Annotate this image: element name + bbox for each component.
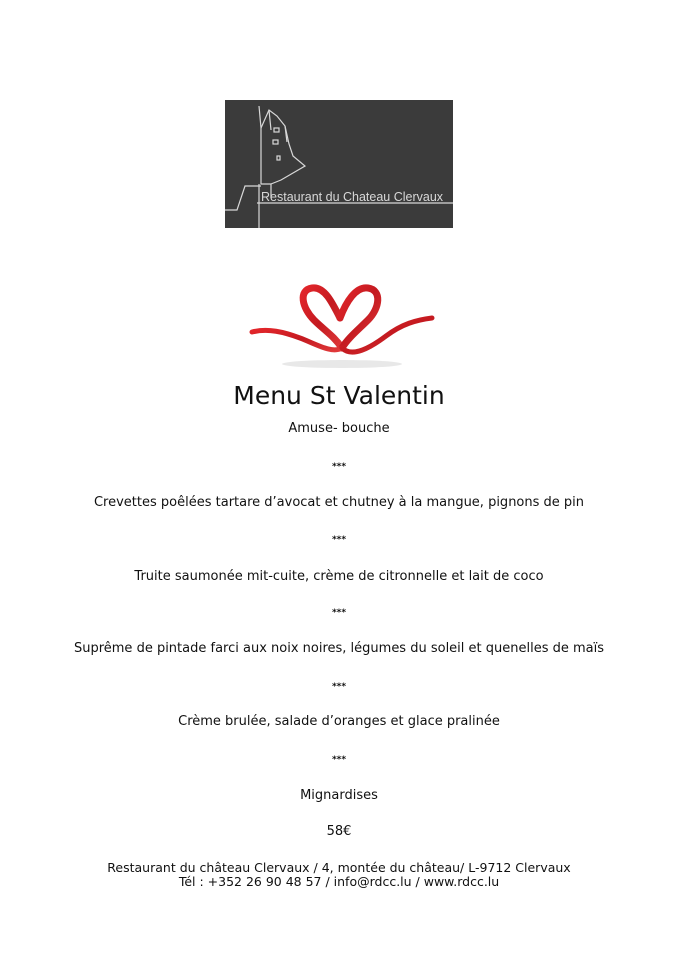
heart-ribbon-icon (246, 278, 436, 372)
course-2: Truite saumonée mit-cuite, crème de citronnelle et lait de coco (134, 569, 544, 584)
amuse-bouche: Amuse- bouche (288, 421, 390, 436)
mignardises: Mignardises (300, 788, 378, 803)
footer (0, 861, 678, 889)
separator: *** (331, 682, 347, 692)
footer-address: Restaurant du château Clervaux / 4, montée du château/ L-9712 Clervaux (107, 860, 571, 875)
castle-tower-icon (225, 100, 453, 228)
separator: *** (331, 755, 347, 765)
logo-text: Restaurant du Chateau Clervaux (261, 190, 444, 204)
course-1: Crevettes poêlées tartare d’avocat et chutney à la mangue, pignons de pin (93, 495, 585, 510)
separator: *** (331, 535, 347, 545)
separator: *** (331, 608, 347, 618)
footer-contact: Tél : +352 26 90 48 57 / info@rdcc.lu / www.rdcc.lu (178, 874, 500, 889)
menu-title: Menu St Valentin (233, 381, 445, 410)
price: 58€ (326, 824, 352, 839)
course-4: Crème brulée, salade d’oranges et glace pralinée (178, 714, 500, 729)
separator: *** (331, 462, 347, 472)
restaurant-logo (225, 100, 453, 228)
course-3: Suprême de pintade farci aux noix noires, légumes du soleil et quenelles de maïs (73, 641, 605, 656)
